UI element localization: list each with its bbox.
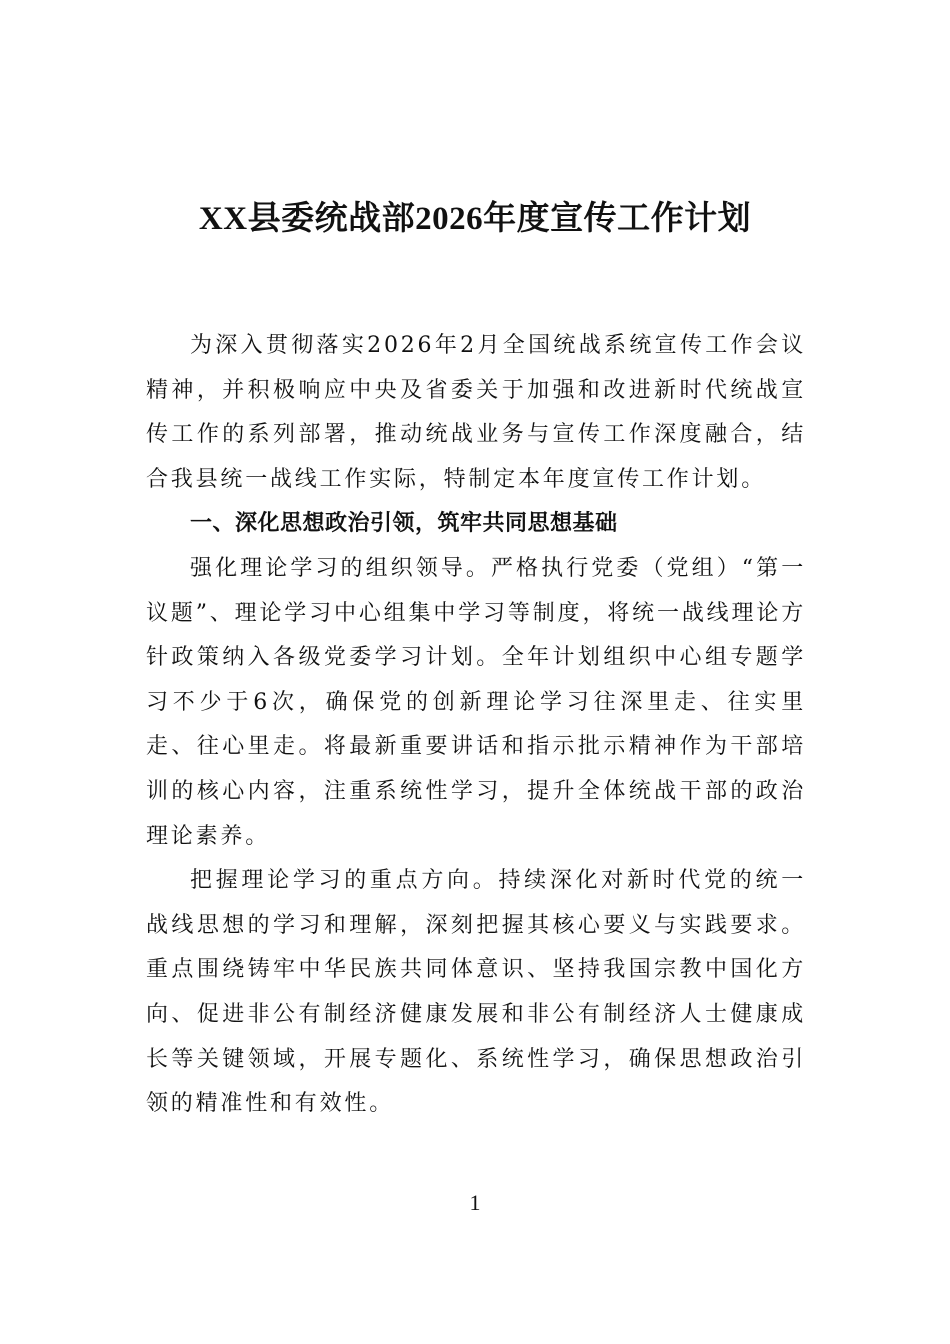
- document-title: XX县委统战部2026年度宣传工作计划: [198, 201, 752, 237]
- section-paragraph-2: 把握理论学习的重点方向。持续深化对新时代党的统一战线思想的学习和理解，深刻把握其核心要义与实践要求。重点围绕铸牢中华民族共同体意识、坚持我国宗教中国化方向、促进非公有制经济健康发展和非公有制经济人士健康成长等关键领域，开展专题化、系统性学习，确保思想政治引领的精准性和有效性。: [146, 868, 806, 1117]
- intro-paragraph: 为深入贯彻落实2026年2月全国统战系统宣传工作会议精神，并积极响应中央及省委关于加强和改进新时代统战宣传工作的系列部署，推动统战业务与宣传工作深度融合，结合我县统一战线工作实际，特制定本年度宣传工作计划。: [146, 333, 806, 492]
- section-paragraph-1: 强化理论学习的组织领导。严格执行党委（党组）“第一议题”、理论学习中心组集中学习等制度，将统一战线理论方针政策纳入各级党委学习计划。全年计划组织中心组专题学习不少于6次，确保党的创新理论学习往深里走、往实里走、往心里走。将最新重要讲话和指示批示精神作为干部培训的核心内容，注重系统性学习，提升全体统战干部的政治理论素养。: [146, 555, 806, 849]
- section-heading: 一、深化思想政治引领，筑牢共同思想基础: [190, 511, 618, 537]
- document-body: [146, 324, 806, 1127]
- page-number: 1: [469, 1190, 481, 1215]
